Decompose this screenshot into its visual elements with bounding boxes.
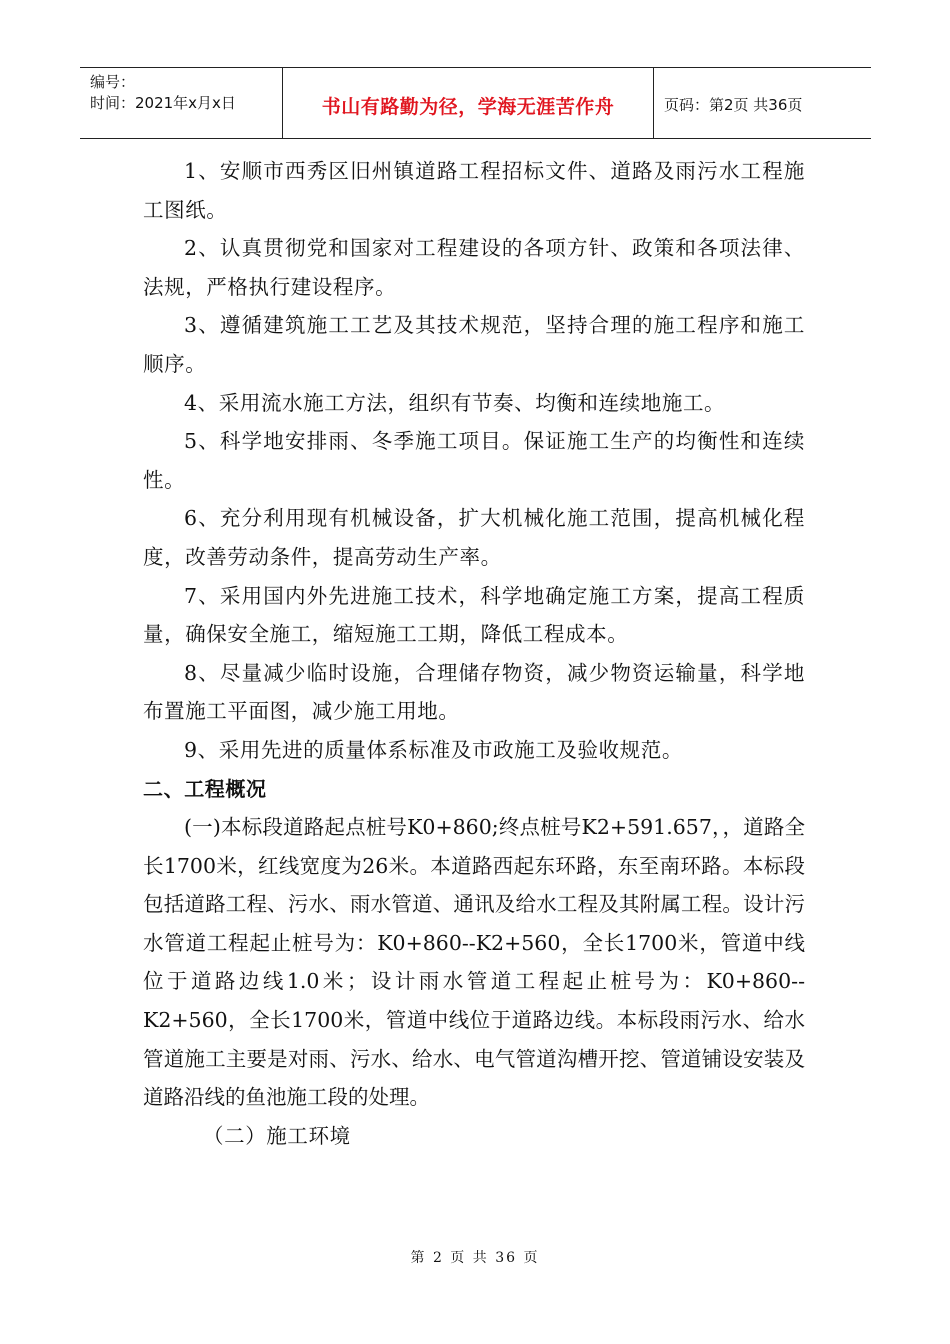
header-meta (80, 68, 282, 138)
document-number-label: 编号： (90, 73, 136, 91)
document-body (143, 152, 805, 1155)
page-header (80, 67, 871, 139)
section-heading-overview: 二、工程概况 (143, 776, 267, 801)
header-page-code: 页码：第2页 共36页 (664, 96, 803, 114)
principle-item-2: 2、认真贯彻党和国家对工程建设的各项方针、政策和各项法律、法规，严格执行建设程序。 (143, 236, 805, 299)
principle-item-5: 5、科学地安排雨、冬季施工项目。保证施工生产的均衡性和连续性。 (143, 429, 805, 492)
principle-item-9: 9、采用先进的质量体系标准及市政施工及验收规范。 (184, 737, 683, 762)
principle-item-7: 7、采用国内外先进施工技术，科学地确定施工方案，提高工程质量，确保安全施工，缩短施工工期，降低工程成本。 (143, 583, 805, 647)
header-page-cell (654, 68, 871, 138)
principle-item-4: 4、采用流水施工方法，组织有节奏、均衡和连续地施工。 (184, 390, 726, 415)
principle-item-8: 8、尽量减少临时设施，合理储存物资，减少物资运输量，科学地布置施工平面图，减少施工用地。 (143, 660, 805, 724)
header-motto-cell (282, 68, 654, 138)
principle-item-3: 3、遵循建筑施工工艺及其技术规范，坚持合理的施工程序和施工顺序。 (143, 313, 805, 376)
subsection-heading-environment: （二）施工环境 (203, 1123, 351, 1148)
principle-item-6: 6、充分利用现有机械设备，扩大机械化施工范围，提高机械化程度，改善劳动条件，提高劳动生产率。 (143, 506, 805, 569)
document-date: 时间：2021年x月x日 (90, 94, 236, 112)
overview-paragraph: (一)本标段道路起点桩号K0+860;终点桩号K2+591.657，，道路全长1700米，红线宽度为26米。本道路西起东环路，东至南环路。本标段包括道路工程、污水、雨水管道、通讯及给水工程及其附属工程。设计污水管道工程起止桩号为：K0+860--K2+560，全长1700米，管道中线位于道路边线1.0米；设计雨水管道工程起止桩号为：K0+860--K2+560，全长1700米，管道中线位于道路边线。本标段雨污水、给水管道施工主要是对雨、污水、给水、电气管道沟槽开挖、管道铺设安装及道路沿线的鱼池施工段的处理。 (143, 815, 805, 1110)
header-motto: 书山有路勤为径，学海无涯苦作舟 (321, 96, 615, 118)
page-footer: 第 2 页 共 36 页 (410, 1250, 540, 1266)
principle-item-1: 1、安顺市西秀区旧州镇道路工程招标文件、道路及雨污水工程施工图纸。 (143, 159, 805, 222)
